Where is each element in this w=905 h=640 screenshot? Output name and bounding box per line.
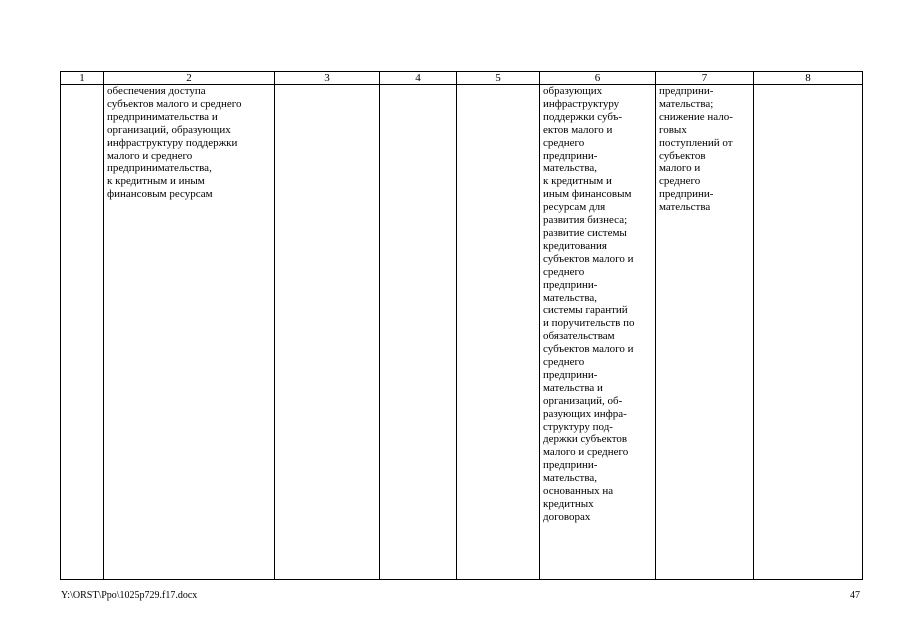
cell-col-4 <box>380 85 457 580</box>
column-header-7: 7 <box>656 72 754 85</box>
cell-col-5 <box>457 85 540 580</box>
cell-col-6: образующих инфраструктуру поддержки субъ- ектов малого и среднего предприни- мательства, к кредитным и иным финансовым ресурсам для развития бизнеса; развитие системы кредитования субъектов малого и среднего предприни- мательства, системы гарантий и поручительств по обязательствам субъектов малого и среднего предприни- мательства и организаций, об- разующих инфра- структуру под- держки субъектов малого и среднего предприни- мательства, основанных на кредитных договорах <box>540 85 656 580</box>
column-header-3: 3 <box>275 72 380 85</box>
table-row <box>61 85 863 580</box>
column-header-2: 2 <box>104 72 275 85</box>
cell-col-7: предприни- мательства; снижение нало- говых поступлений от субъектов малого и среднего предприни- мательства <box>656 85 754 580</box>
column-header-6: 6 <box>540 72 656 85</box>
column-header-8: 8 <box>754 72 863 85</box>
column-header-1: 1 <box>61 72 104 85</box>
cell-col-1 <box>61 85 104 580</box>
column-header-4: 4 <box>380 72 457 85</box>
document-table <box>60 71 863 580</box>
cell-col-8 <box>754 85 863 580</box>
column-header-5: 5 <box>457 72 540 85</box>
cell-col-3 <box>275 85 380 580</box>
cell-col-2: обеспечения доступа субъектов малого и среднего предпринимательства и организаций, образующих инфраструктуру поддержки малого и среднего предпринимательства, к кредитным и иным финансовым ресурсам <box>104 85 275 580</box>
table-header-row <box>61 72 863 85</box>
footer-file-path: Y:\ORST\Ppo\1025p729.f17.docx <box>61 590 198 601</box>
page-number: 47 <box>850 590 860 601</box>
